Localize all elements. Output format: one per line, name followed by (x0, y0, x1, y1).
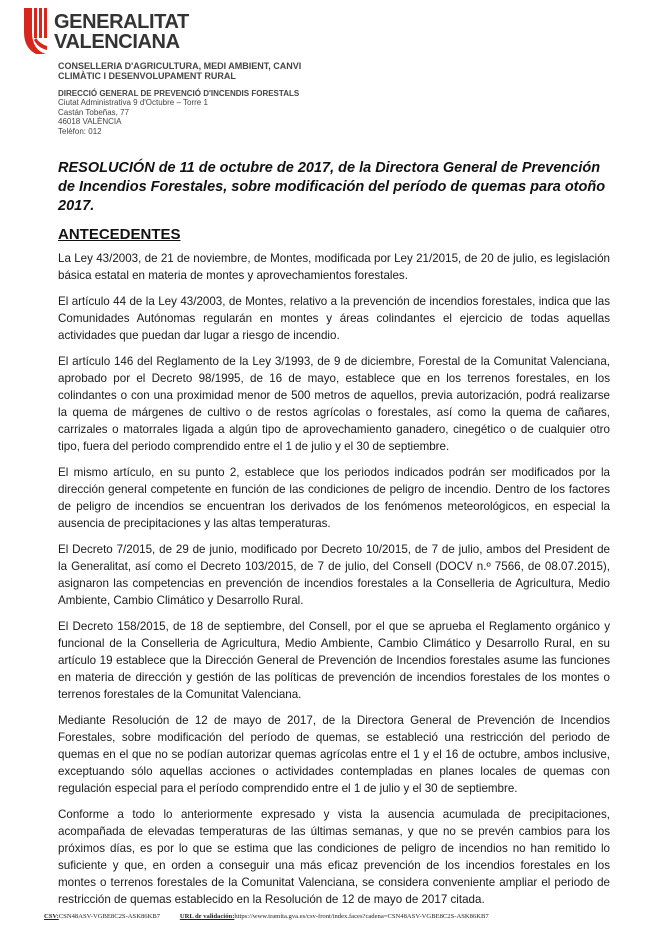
document-body (58, 250, 610, 917)
paragraph: El Decreto 158/2015, de 18 de septiembre, del Consell, por el que se aprueba el Reglamento orgánico y funcional de la Conselleria de Agricultura, Medio Ambiente, Cambio Climático y Desarrollo Rural, en su artículo 19 establece que la Dirección General de Prevención de Incendios forestales asume las funciones en materia de dirección y gestión de las políticas de prevención de incendios forestales de los montes o terrenos forestales de la Comunitat Valenciana. (58, 620, 610, 701)
paragraph: El artículo 146 del Reglamento de la Ley 3/1993, de 9 de diciembre, Forestal de la Comunitat Valenciana, aprobado por el Decreto 98/1995, de 16 de mayo, establece que en los terrenos forestales, en los colindantes o con una proximidad menor de 500 metros de aquellos, previa autorización, podrá realizarse la quema de márgenes de cultivo o de restos agrícolas o forestales, así como la quema de cañares, carrizales o matorrales ligada a algún tipo de aprovechamiento ganadero, cinegético o de cualquier otro tipo, fuera del periodo comprendido entre el 1 de julio y el 30 de septiembre. (58, 355, 610, 453)
paragraph: La Ley 43/2003, de 21 de noviembre, de Montes, modificada por Ley 21/2015, de 20 de julio, es legislación básica estatal en materia de montes y aprovechamientos forestales. (58, 252, 610, 282)
generalitat-logo (22, 6, 282, 58)
conselleria-line-1: CONSELLERIA D'AGRICULTURA, MEDI AMBIENT, CANVI (58, 61, 302, 71)
logo-line-1: GENERALITAT (54, 11, 189, 33)
paragraph: El Decreto 7/2015, de 29 de junio, modificado por Decreto 10/2015, de 7 de julio, ambos del President de la Generalitat, así como el Decreto 103/2015, de 7 de julio, del Consell (DOCV n.º 7566, de 08.07.2015), asignaron las competencias en prevención de incendios forestales a la Conselleria de Agricultura, Medio Ambiente, Cambio Climático y Desarrollo Rural. (58, 543, 610, 607)
validation-url[interactable]: https://www.tramita.gva.es/csv-front/index.faces?cadena=CSN48ASV-VGBE8C2S-ASK86KB7 (234, 913, 489, 920)
address-line-3: 46018 VALÈNCIA (58, 117, 122, 127)
office-address (58, 89, 299, 136)
csv-label: CSV: (44, 913, 59, 920)
paragraph: El mismo artículo, en su punto 2, establece que los periodos indicados podrán ser modificados por la dirección general competente en función de las condiciones de peligro de incendio. Dentro de los factores de peligro de incendios se encuentran los derivados de los fenómenos meteorológicos, en especial la ausencia de precipitaciones y las altas temperaturas. (58, 466, 610, 530)
phone: Telèfon: 012 (58, 126, 102, 136)
generalitat-emblem-icon (22, 6, 48, 56)
logo-line-2: VALENCIANA (54, 31, 180, 53)
conselleria-line-2: CLIMÀTIC I DESENVOLUPAMENT RURAL (58, 71, 236, 81)
resolution-title: RESOLUCIÓN de 11 de octubre de 2017, de la Directora General de Prevención de Incendios Forestales, sobre modificación del período de quemas para otoño 2017. (58, 160, 606, 214)
address-line-2: Castán Tobeñas, 77 (58, 107, 130, 117)
direccio-general: DIRECCIÓ GENERAL DE PREVENCIÓ D'INCENDIS FORESTALS (58, 89, 300, 98)
csv-value: CSN48ASV-VGBE8C2S-ASK86KB7 (58, 913, 161, 920)
paragraph: Mediante Resolución de 12 de mayo de 2017, de la Directora General de Prevención de Incendios Forestales, sobre modificación del período de quemas, se estableció una restricción del periodo de quemas en el que no se podían autorizar quemas agrícolas entre el 1 y el 16 de octubre, ambos inclusive, exceptuando sólo aquellas acciones o actividades contempladas en planes locales de quemas con regulación especial para el período comprendido entre el 1 de julio y el 30 de septiembre. (58, 714, 610, 795)
section-heading: ANTECEDENTES (58, 226, 181, 243)
validation-footer (44, 913, 644, 920)
url-label: URL de validación: (179, 913, 235, 920)
conselleria-name (58, 61, 301, 81)
paragraph: Conforme a todo lo anteriormente expresado y vista la ausencia acumulada de precipitaciones, acompañada de elevadas temperaturas de las últimas semanas, y que no se prevén cambios para los próximos días, es por lo que se estima que las condiciones de peligro de incendios no han remitido lo suficiente y que, en orden a conseguir una más eficaz prevención de los incendios forestales en los montes o terrenos forestales de la Comunitat Valenciana, se considera conveniente ampliar el periodo de restricción de quemas establecido en la Resolución de 12 de mayo de 2017 citada. (58, 808, 610, 906)
address-line-1: Ciutat Administrativa 9 d'Octubre – Torre 1 (58, 98, 208, 108)
paragraph: El artículo 44 de la Ley 43/2003, de Montes, relativo a la prevención de incendios forestales, indica que las Comunidades Autónomas regularán en montes y áreas colindantes el ejercicio de todas aquellas actividades que puedan dar lugar a riesgo de incendio. (58, 295, 610, 342)
